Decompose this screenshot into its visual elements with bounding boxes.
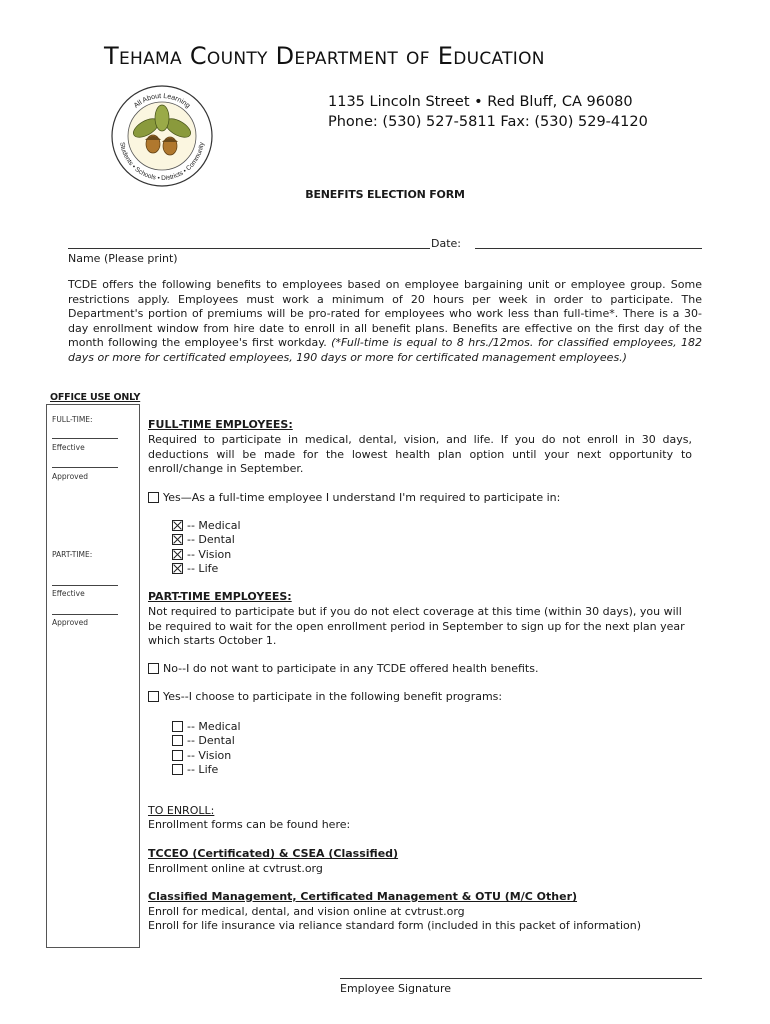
intro-text: TCDE offers the following benefits to employees based on employee bargaining unit or employee group. Some restrictions apply. Employees must work a minimum of 20 hours per week in order to participate. The Department's portion of premiums will be pro-rated for employees who work less than full-time*. There is a 30-day enrollment window from hire date to enroll in all benefit plans. Benefits are effective on the first day of the month following the employee's first workday. [68, 278, 702, 349]
name-label: Name (Please print) [68, 252, 178, 265]
office-full-time-approved-label: Approved [52, 472, 88, 481]
office-use-box [46, 404, 140, 948]
seal-bottom-text: Students • Schools • Districts • Community [118, 141, 206, 183]
benefit-label: -- Life [187, 763, 219, 777]
part-time-benefit-dental[interactable] [172, 734, 241, 749]
full-time-life-checkbox[interactable] [172, 563, 183, 574]
office-part-time-effective-label: Effective [52, 589, 85, 598]
part-time-benefit-medical[interactable] [172, 719, 241, 734]
enroll-group2-line2: Enroll for life insurance via reliance standard form (included in this packet of information) [148, 919, 642, 932]
signature-line[interactable] [340, 978, 702, 979]
to-enroll-heading: TO ENROLL: [148, 804, 215, 817]
benefit-label: -- Dental [187, 533, 235, 547]
full-time-medical-checkbox[interactable] [172, 520, 183, 531]
benefit-label: -- Medical [187, 518, 241, 532]
county-seal-logo [106, 80, 218, 192]
full-time-body: Required to participate in medical, dental, vision, and life. If you do not enroll in 30 days, deductions will be made for the lowest health plan option until your next opportunity to enroll/change in September. [148, 433, 692, 475]
office-part-time-approved-label: Approved [52, 618, 88, 627]
part-time-body: Not required to participate but if you do not elect coverage at this time (within 30 days), you will be required to wait for the open enrollment period in September to sign up for the next plan year which starts October 1. [148, 605, 685, 647]
form-title: BENEFITS ELECTION FORM [305, 188, 465, 201]
page-title: Tehama County Department of Education [104, 42, 545, 70]
benefit-label: -- Vision [187, 748, 232, 762]
date-label: Date: [431, 237, 461, 250]
date-input-line[interactable] [475, 248, 702, 249]
full-time-heading: FULL-TIME EMPLOYEES: [148, 418, 293, 431]
part-time-yes-checkbox[interactable] [148, 691, 159, 702]
office-full-time-line[interactable] [52, 438, 118, 439]
part-time-no-checkbox[interactable] [148, 663, 159, 674]
to-enroll-intro: Enrollment forms can be found here: [148, 818, 351, 831]
part-time-benefit-life[interactable] [172, 763, 241, 778]
name-input-line[interactable] [68, 248, 430, 249]
office-part-time-effective-line[interactable] [52, 614, 118, 615]
office-part-time-line[interactable] [52, 585, 118, 586]
full-time-benefit-medical[interactable] [172, 518, 241, 533]
full-time-vision-checkbox[interactable] [172, 549, 183, 560]
seal-top-text: All About Learning [132, 92, 192, 110]
part-time-benefit-vision[interactable] [172, 748, 241, 763]
full-time-yes-label: Yes—As a full-time employee I understand I'm required to participate in: [163, 491, 561, 504]
enroll-group2-line1: Enroll for medical, dental, and vision online at cvtrust.org [148, 905, 465, 918]
full-time-benefit-vision[interactable] [172, 547, 241, 562]
enroll-group1-heading: TCCEO (Certificated) & CSEA (Classified) [148, 847, 399, 860]
office-full-time-effective-label: Effective [52, 443, 85, 452]
full-time-yes-checkbox[interactable] [148, 492, 159, 503]
full-time-dental-checkbox[interactable] [172, 534, 183, 545]
intro-italic-note: (*Full-time is equal to 8 hrs./12mos. for classified employees, 182 days or more for certificated employees, 190 days or more for certificated management employees.) [68, 336, 703, 364]
part-time-no-label: No--I do not want to participate in any TCDE offered health benefits. [163, 662, 539, 675]
benefit-label: -- Medical [187, 719, 241, 733]
part-time-yes-label: Yes--I choose to participate in the following benefit programs: [163, 690, 503, 703]
part-time-heading: PART-TIME EMPLOYEES: [148, 590, 292, 603]
part-time-life-checkbox[interactable] [172, 764, 183, 775]
benefit-label: -- Vision [187, 547, 232, 561]
office-full-time-effective-line[interactable] [52, 467, 118, 468]
phone-fax-line: Phone: (530) 527-5811 Fax: (530) 529-4120 [328, 114, 648, 130]
full-time-benefit-life[interactable] [172, 562, 241, 577]
office-full-time-label: FULL-TIME: [52, 415, 93, 424]
full-time-yes-option[interactable] [148, 491, 560, 504]
enroll-group1-text: Enrollment online at cvtrust.org [148, 862, 323, 875]
part-time-no-option[interactable] [148, 662, 538, 675]
office-use-heading: OFFICE USE ONLY [50, 392, 141, 403]
part-time-benefit-list [172, 719, 241, 777]
full-time-benefit-dental[interactable] [172, 533, 241, 548]
benefit-label: -- Dental [187, 734, 235, 748]
full-time-benefit-list [172, 518, 241, 576]
part-time-medical-checkbox[interactable] [172, 721, 183, 732]
intro-paragraph [68, 278, 702, 365]
signature-label: Employee Signature [340, 982, 452, 995]
address-line: 1135 Lincoln Street • Red Bluff, CA 96080 [328, 94, 633, 110]
benefit-label: -- Life [187, 562, 219, 576]
part-time-yes-option[interactable] [148, 690, 502, 703]
office-part-time-label: PART-TIME: [52, 550, 93, 559]
part-time-vision-checkbox[interactable] [172, 750, 183, 761]
part-time-dental-checkbox[interactable] [172, 735, 183, 746]
enroll-group2-heading: Classified Management, Certificated Management & OTU (M/C Other) [148, 890, 578, 903]
